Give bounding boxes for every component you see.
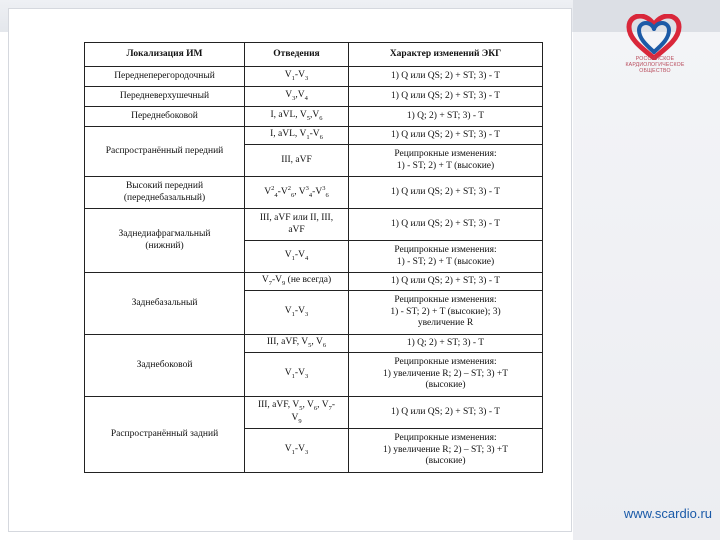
right-sidebar [573, 32, 720, 540]
changes-line: Реципрокные изменения: [394, 357, 497, 368]
changes-line: 1) - ST; 2) + T (высокие) [396, 256, 495, 267]
table-row [85, 87, 543, 107]
table-row [85, 127, 543, 145]
changes-cell: 1) Q или QS; 2) + ST; 3) - T [349, 273, 543, 291]
table-row [85, 107, 543, 127]
leads-cell: $V_1-V_3$ [245, 67, 349, 87]
leads-line: aVF [288, 224, 305, 235]
changes-cell [349, 353, 543, 397]
localization-cell: Распространённый передний [85, 127, 245, 177]
table-row [85, 397, 543, 429]
logo-text-line: ОБЩЕСТВО [639, 68, 671, 74]
localization-cell: Заднебазальный [85, 273, 245, 335]
leads-cell: $V_1-V_3$ [245, 429, 349, 473]
changes-line: Реципрокные изменения: [394, 149, 497, 160]
table-header-row [85, 43, 543, 67]
logo-text-line: РОССИЙСКОЕ [635, 56, 675, 62]
table-row [85, 177, 543, 209]
leads-cell: I, aVL, $V_5,V_6$ [245, 107, 349, 127]
leads-cell [245, 209, 349, 241]
localization-cell [85, 209, 245, 273]
heart-logo-icon [625, 14, 683, 60]
localization-line: Заднедиафрагмальный [118, 229, 211, 240]
localization-cell: Передневерхушечный [85, 87, 245, 107]
column-header: Локализация ИМ [85, 43, 245, 67]
changes-cell: 1) Q или QS; 2) + ST; 3) - T [349, 87, 543, 107]
changes-line: увеличение R [417, 318, 474, 329]
changes-cell: 1) Q или QS; 2) + ST; 3) - T [349, 397, 543, 429]
ecg-localization-table [84, 42, 543, 473]
changes-cell [349, 429, 543, 473]
localization-cell: Переднебоковой [85, 107, 245, 127]
table-row [85, 273, 543, 291]
localization-line: (нижний) [145, 240, 184, 251]
changes-cell: 1) Q; 2) + ST; 3) - T [349, 335, 543, 353]
leads-cell: $V_3,V_4$ [245, 87, 349, 107]
changes-cell: 1) Q или QS; 2) + ST; 3) - T [349, 67, 543, 87]
column-header: Характер изменений ЭКГ [349, 43, 543, 67]
column-header: Отведения [245, 43, 349, 67]
leads-line: III, aVF, $V_5$, $V_6$, $V_7-$ [257, 399, 336, 412]
changes-line: 1) - ST; 2) + T (высокие) [396, 160, 495, 171]
site-link[interactable]: www.scardio.ru [623, 506, 712, 521]
leads-cell [245, 397, 349, 429]
leads-cell: I, aVL, $V_1-V_6$ [245, 127, 349, 145]
table-row [85, 67, 543, 87]
localization-line: (переднебазальный) [123, 192, 206, 203]
localization-cell: Заднебоковой [85, 335, 245, 397]
changes-cell [349, 145, 543, 177]
changes-cell [349, 241, 543, 273]
leads-line: III, aVF или II, III, [259, 213, 334, 224]
table-row [85, 335, 543, 353]
changes-cell: 1) Q; 2) + ST; 3) - T [349, 107, 543, 127]
localization-cell: Переднеперегородочный [85, 67, 245, 87]
leads-cell: $V^2_4-V^2_6$, $V^3_4-V^3_6$ [245, 177, 349, 209]
leads-cell: III, aVF, $V_5$, $V_6$ [245, 335, 349, 353]
changes-line: 1) увеличение R; 2) – ST; 3) +T [382, 444, 509, 455]
changes-cell: 1) Q или QS; 2) + ST; 3) - T [349, 209, 543, 241]
leads-line: $V_9$ [291, 412, 302, 425]
leads-cell: $V_1-V_3$ [245, 353, 349, 397]
changes-cell [349, 291, 543, 335]
changes-line: Реципрокные изменения: [394, 433, 497, 444]
localization-cell: Распространённый задний [85, 397, 245, 473]
logo-text [605, 56, 705, 74]
localization-line: Высокий передний [125, 181, 204, 192]
changes-line: 1) увеличение R; 2) – ST; 3) +T [382, 368, 509, 379]
leads-cell: $V_7-V_9$ (не всегда) [245, 273, 349, 291]
table-row [85, 209, 543, 241]
logo-text-line: КАРДИОЛОГИЧЕСКОЕ [625, 62, 685, 68]
changes-cell: 1) Q или QS; 2) + ST; 3) - T [349, 127, 543, 145]
changes-line: 1) - ST; 2) + T (высокие); 3) [390, 306, 501, 317]
leads-cell: $V_1-V_4$ [245, 241, 349, 273]
leads-cell: $V_1-V_3$ [245, 291, 349, 335]
changes-line: (высокие) [425, 456, 466, 467]
changes-line: (высокие) [425, 380, 466, 391]
changes-line: Реципрокные изменения: [394, 295, 497, 306]
leads-cell: III, aVF [245, 145, 349, 177]
changes-cell: 1) Q или QS; 2) + ST; 3) - T [349, 177, 543, 209]
changes-line: Реципрокные изменения: [394, 245, 497, 256]
localization-cell [85, 177, 245, 209]
